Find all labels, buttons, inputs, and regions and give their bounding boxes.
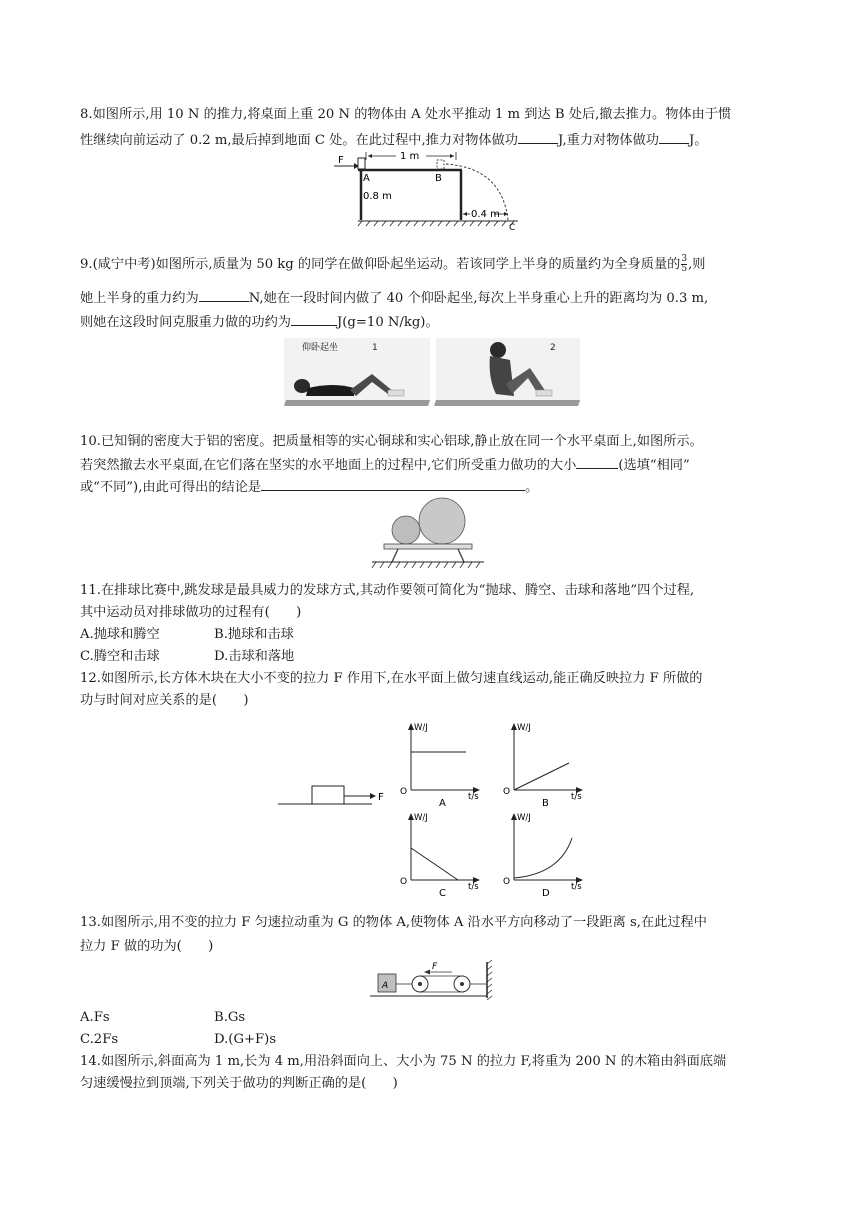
q9-fig-caption: 仰卧起坐 <box>302 343 339 353</box>
q12-b-xlabel: t/s <box>571 792 582 802</box>
q8-blank-1[interactable] <box>518 129 558 144</box>
q8-fig-height: 0.8 m <box>363 191 392 202</box>
q12-graph-a <box>400 723 480 809</box>
q10-table <box>384 544 472 549</box>
q8-fig-F: F <box>338 155 344 166</box>
q13-option-d[interactable]: D.(G+F)s <box>214 1032 277 1047</box>
q11-option-b[interactable]: B.抛球和击球 <box>214 627 294 642</box>
q12-d-ylabel: W/J <box>517 813 531 823</box>
q12-block <box>312 786 344 804</box>
q12-b-ylabel: W/J <box>517 723 531 733</box>
q11-line2: 其中运动员对排球做功的过程有( ) <box>80 605 302 620</box>
q12-b-origin: O <box>503 787 511 797</box>
q12-d-label: D <box>542 888 550 896</box>
q12-line2: 功与时间对应关系的是( ) <box>80 693 249 708</box>
q12-c-xlabel: t/s <box>468 882 479 892</box>
q9-fraction <box>681 255 687 274</box>
q10-blank-1[interactable] <box>576 454 618 469</box>
q10-line2 <box>80 454 780 476</box>
q13-option-c[interactable]: C.2Fs <box>80 1032 119 1047</box>
q11-option-d[interactable]: D.击球和落地 <box>214 649 295 664</box>
q12-figure <box>276 720 596 896</box>
q12-b-label: B <box>542 798 549 809</box>
q13-figure <box>366 960 496 1000</box>
q8-figure <box>330 150 530 230</box>
q11-line1: 11.在排球比赛中,跳发球是最具威力的发球方式,其动作要领可简化为“抛球、腾空、击球和落地”四个过程, <box>80 583 695 598</box>
q12-d-xlabel: t/s <box>571 882 582 892</box>
q12-a-label: A <box>439 798 446 809</box>
q13-line1: 13.如图所示,用不变的拉力 F 匀速拉动重为 G 的物体 A,使物体 A 沿水平方向移动了一段距离 s,在此过程中 <box>80 915 707 930</box>
q8-text-c: J。 <box>689 133 708 148</box>
q8-fig-A: A <box>363 173 370 184</box>
q12-line1: 12.如图所示,长方体木块在大小不变的拉力 F 作用下,在水平面上做匀速直线运动,能正确反映拉力 F 所做的 <box>80 671 703 686</box>
q13-fig-F: F <box>432 962 438 972</box>
q9-line3 <box>80 311 780 333</box>
q9-blank-1[interactable] <box>199 287 249 302</box>
q10-figure <box>370 494 486 570</box>
q8-fig-dist: 1 m <box>400 151 420 162</box>
q12-graph-c <box>400 813 480 896</box>
q12-d-origin: O <box>503 877 511 887</box>
q9-figure <box>284 338 580 408</box>
q8-line2 <box>80 129 780 151</box>
q11-option-a[interactable]: A.抛球和腾空 <box>80 627 160 642</box>
q11-option-c[interactable]: C.腾空和击球 <box>80 649 160 664</box>
q9-text-b: ,则 <box>688 257 706 272</box>
q8-fig-ground: 0.4 m <box>471 209 500 220</box>
q9-text-f: J(g=10 N/kg)。 <box>337 315 439 330</box>
q12-fig-F: F <box>378 792 384 803</box>
q12-a-ylabel: W/J <box>414 723 428 733</box>
q14-line1: 14.如图所示,斜面高为 1 m,长为 4 m,用沿斜面向上、大小为 75 N 的拉力 F,将重为 200 N 的木箱由斜面底端 <box>80 1054 727 1069</box>
q8-fig-C: C <box>509 223 516 230</box>
q12-c-origin: O <box>400 877 408 887</box>
q13-fig-A: A <box>382 981 389 991</box>
q9-fig-n2: 2 <box>550 343 556 353</box>
q9-text-e: 则她在这段时间克服重力做的功约为 <box>80 315 291 330</box>
q10-copper-ball <box>419 498 465 544</box>
q9-frac-num: 3 <box>681 254 688 264</box>
q9-line1 <box>80 255 780 275</box>
q12-graph-d <box>503 813 583 896</box>
q13-option-a[interactable]: A.Fs <box>80 1010 110 1025</box>
q8-fig-B: B <box>435 173 442 184</box>
q13-line2: 拉力 F 做的功为( ) <box>80 939 214 954</box>
q8-text-b: J,重力对物体做功 <box>557 133 659 148</box>
q8-block-dashed <box>437 160 444 169</box>
q10-text-d: 。 <box>525 480 539 495</box>
q12-graph-b <box>503 723 583 809</box>
q13-option-b[interactable]: B.Gs <box>214 1010 246 1025</box>
q10-blank-2[interactable] <box>261 476 525 491</box>
q10-line1: 10.已知铜的密度大于铝的密度。把质量相等的实心铜球和实心铝球,静止放在同一个水平桌面上,如图所示。 <box>80 434 703 449</box>
q12-c-ylabel: W/J <box>414 813 428 823</box>
q10-text-c: 或“不同”),由此可得出的结论是 <box>80 480 262 495</box>
q12-c-label: C <box>439 888 446 896</box>
q9-text-d: N,她在一段时间内做了 40 个仰卧起坐,每次上半身重心上升的距离均为 0.3 m, <box>248 291 709 306</box>
q8-blank-2[interactable] <box>659 129 689 144</box>
q14-line2: 匀速缓慢拉到顶端,下列关于做功的判断正确的是( ) <box>80 1076 398 1091</box>
q9-text-a: 9.(咸宁中考)如图所示,质量为 50 kg 的同学在做仰卧起坐运动。若该同学上半身的质量约为全身质量的 <box>80 257 681 272</box>
q8-line1: 8.如图所示,用 10 N 的推力,将桌面上重 20 N 的物体由 A 处水平推动 1 m 到达 B 处后,撤去推力。物体由于惯 <box>80 107 732 122</box>
q12-a-xlabel: t/s <box>468 792 479 802</box>
q8-text-a: 性继续向前运动了 0.2 m,最后掉到地面 C 处。在此过程中,推力对物体做功 <box>80 133 518 148</box>
q9-text-c: 她上半身的重力约为 <box>80 291 199 306</box>
q10-aluminum-ball <box>392 516 420 544</box>
q10-text-a: 若突然撤去水平桌面,在它们落在坚实的水平地面上的过程中,它们所受重力做功的大小 <box>80 458 577 473</box>
q12-a-origin: O <box>400 787 408 797</box>
q9-line2 <box>80 287 780 309</box>
q9-blank-2[interactable] <box>291 311 337 326</box>
q8-block <box>358 158 365 169</box>
q9-frac-den: 5 <box>681 264 688 274</box>
q10-text-b: (选填“相同” <box>618 458 690 473</box>
q9-fig-n1: 1 <box>372 343 378 353</box>
